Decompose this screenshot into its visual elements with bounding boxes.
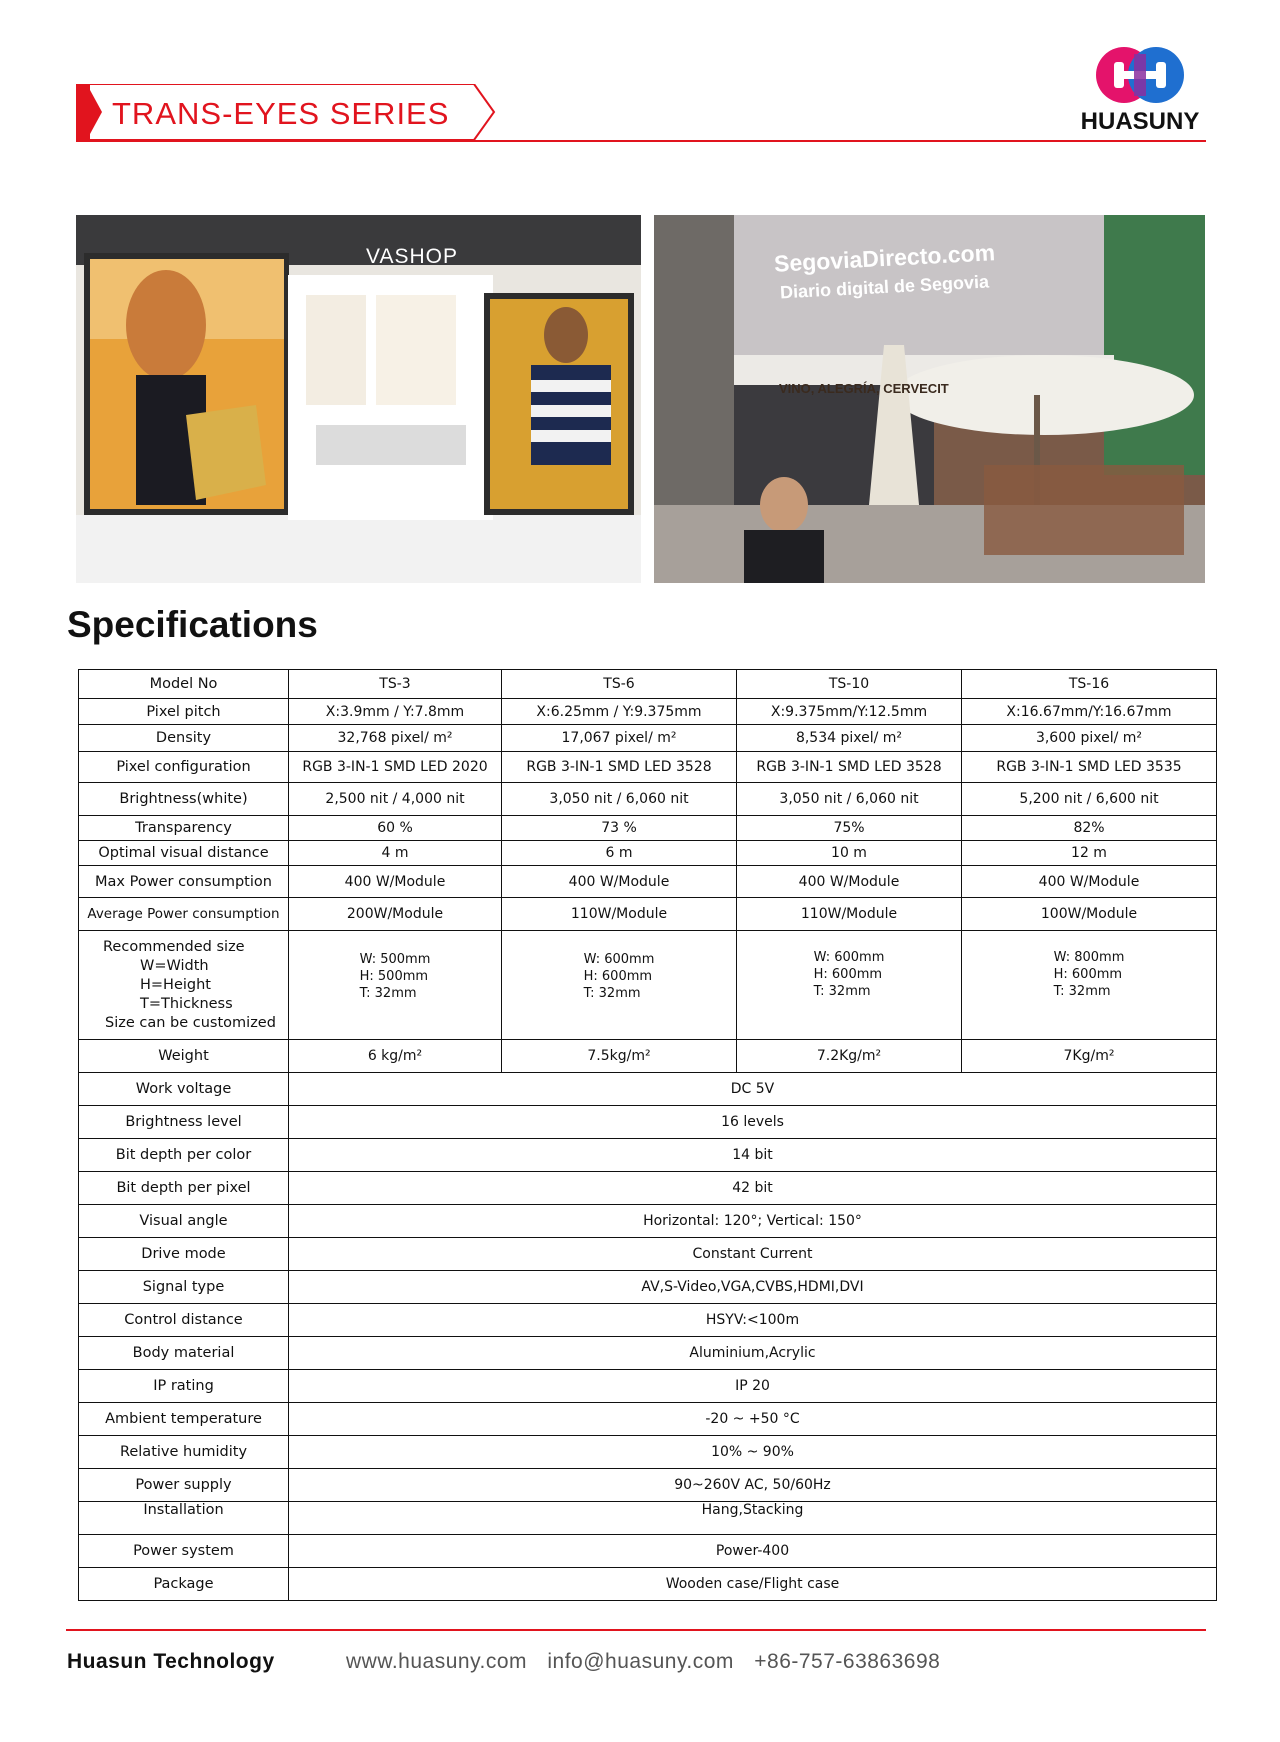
cell-value: 75%	[737, 816, 962, 841]
cell-value: 17,067 pixel/ m²	[502, 725, 737, 752]
table-row	[79, 1370, 1217, 1403]
cell-value: DC 5V	[289, 1073, 1217, 1106]
table-row-weight	[79, 1040, 1217, 1073]
table-row	[79, 1535, 1217, 1568]
phone-number: +86-757-63863698	[754, 1650, 941, 1673]
specifications-title: Specifications	[67, 604, 318, 645]
cell-value: TS-16	[962, 670, 1217, 699]
series-banner	[76, 84, 496, 142]
shop-sign: VASHOP	[366, 245, 458, 268]
cell-value: 3,050 nit / 6,060 nit	[737, 783, 962, 816]
label-line: Recommended size	[103, 938, 245, 955]
cell-value: 400 W/Module	[289, 866, 502, 898]
cell-value: RGB 3-IN-1 SMD LED 3535	[962, 752, 1217, 783]
cell-value: 2,500 nit / 4,000 nit	[289, 783, 502, 816]
row-label: Control distance	[79, 1304, 289, 1337]
row-label: Package	[79, 1568, 289, 1601]
cell-value: 16 levels	[289, 1106, 1217, 1139]
table-row	[79, 816, 1217, 841]
cell-value: 4 m	[289, 841, 502, 866]
row-label: Brightness(white)	[79, 783, 289, 816]
table-row	[79, 898, 1217, 931]
cell-value: 6 m	[502, 841, 737, 866]
cell-value: 7.2Kg/m²	[737, 1040, 962, 1073]
cell-value: TS-10	[737, 670, 962, 699]
label-line: T=Thickness	[140, 995, 233, 1012]
cell-value: 110W/Module	[737, 898, 962, 931]
size-height: H: 600mm	[1053, 967, 1123, 982]
table-row	[79, 783, 1217, 816]
table-row	[79, 1271, 1217, 1304]
cell-value: 200W/Module	[289, 898, 502, 931]
row-label-multiline	[79, 931, 289, 1040]
table-row	[79, 1568, 1217, 1601]
label-line: Size can be customized	[105, 1014, 276, 1031]
row-label: Signal type	[79, 1271, 289, 1304]
cell-value: X:3.9mm / Y:7.8mm	[289, 699, 502, 725]
table-row	[79, 1073, 1217, 1106]
header-divider	[76, 140, 1206, 142]
row-label: Relative humidity	[79, 1436, 289, 1469]
cell-value: Aluminium,Acrylic	[289, 1337, 1217, 1370]
cell-value: TS-6	[502, 670, 737, 699]
row-label: Ambient temperature	[79, 1403, 289, 1436]
cell-value: X:9.375mm/Y:12.5mm	[737, 699, 962, 725]
row-label: IP rating	[79, 1370, 289, 1403]
size-height: H: 500mm	[359, 969, 429, 984]
table-row	[79, 699, 1217, 725]
cell-value: 7Kg/m²	[962, 1040, 1217, 1073]
screen-text-line1: SegoviaDirecto.com	[773, 239, 996, 277]
logo-icon	[1092, 44, 1188, 106]
website-link[interactable]: www.huasuny.com	[346, 1650, 528, 1673]
cell-value: X:16.67mm/Y:16.67mm	[962, 699, 1217, 725]
cell-value: 82%	[962, 816, 1217, 841]
table-row	[79, 1469, 1217, 1502]
size-thickness: T: 32mm	[1053, 984, 1111, 999]
size-cell	[962, 931, 1217, 1040]
size-height: H: 600mm	[583, 969, 653, 984]
cell-value: -20 ~ +50 °C	[289, 1403, 1217, 1436]
row-label: Power supply	[79, 1469, 289, 1502]
table-row	[79, 1403, 1217, 1436]
screen-text-line2: Diario digital de Segovia	[779, 271, 990, 303]
cell-value: 42 bit	[289, 1172, 1217, 1205]
size-width: W: 600mm	[813, 950, 885, 965]
size-values	[1054, 949, 1125, 1000]
cell-value: 32,768 pixel/ m²	[289, 725, 502, 752]
cell-value: 400 W/Module	[737, 866, 962, 898]
series-title: TRANS-EYES SERIES	[112, 96, 450, 131]
cell-value: IP 20	[289, 1370, 1217, 1403]
table-row	[79, 1205, 1217, 1238]
specifications-table	[78, 669, 1217, 1601]
row-label: Weight	[79, 1040, 289, 1073]
table-row	[79, 1139, 1217, 1172]
table-row-recommended-size	[79, 931, 1217, 1040]
row-label: Optimal visual distance	[79, 841, 289, 866]
huasuny-logo	[1070, 44, 1210, 138]
cell-value: 6 kg/m²	[289, 1040, 502, 1073]
row-label: Installation	[79, 1502, 289, 1535]
table-row	[79, 1304, 1217, 1337]
cell-value: RGB 3-IN-1 SMD LED 3528	[737, 752, 962, 783]
table-row	[79, 1436, 1217, 1469]
cell-value: 10% ~ 90%	[289, 1436, 1217, 1469]
row-label: Brightness level	[79, 1106, 289, 1139]
cell-value: Power-400	[289, 1535, 1217, 1568]
size-height: H: 600mm	[813, 967, 883, 982]
size-cell	[502, 931, 737, 1040]
cell-value: 100W/Module	[962, 898, 1217, 931]
row-label: Average Power consumption	[79, 898, 289, 931]
cell-value: 8,534 pixel/ m²	[737, 725, 962, 752]
table-row	[79, 866, 1217, 898]
label-line: H=Height	[140, 976, 211, 993]
table-row	[79, 1337, 1217, 1370]
table-row	[79, 1172, 1217, 1205]
table-row	[79, 752, 1217, 783]
cell-value: 60 %	[289, 816, 502, 841]
row-label: Model No	[79, 670, 289, 699]
cell-value: RGB 3-IN-1 SMD LED 3528	[502, 752, 737, 783]
row-label: Bit depth per color	[79, 1139, 289, 1172]
table-row	[79, 841, 1217, 866]
cell-value: 90~260V AC, 50/60Hz	[289, 1469, 1217, 1502]
street-screen-photo	[654, 215, 1205, 583]
row-label: Max Power consumption	[79, 866, 289, 898]
footer-divider	[66, 1629, 1206, 1631]
cell-value: HSYV:<100m	[289, 1304, 1217, 1337]
cell-value: 10 m	[737, 841, 962, 866]
size-values	[360, 951, 431, 1002]
row-label: Bit depth per pixel	[79, 1172, 289, 1205]
cell-value: 14 bit	[289, 1139, 1217, 1172]
cell-value: X:6.25mm / Y:9.375mm	[502, 699, 737, 725]
footer-company: Huasun Technology	[67, 1650, 275, 1673]
row-label: Pixel pitch	[79, 699, 289, 725]
shop-front-photo	[76, 215, 641, 583]
table-row	[79, 670, 1217, 699]
cell-value: 400 W/Module	[962, 866, 1217, 898]
cell-value: 73 %	[502, 816, 737, 841]
size-cell	[289, 931, 502, 1040]
cell-value: Hang,Stacking	[289, 1502, 1217, 1535]
row-label: Density	[79, 725, 289, 752]
cell-value: 110W/Module	[502, 898, 737, 931]
row-label: Body material	[79, 1337, 289, 1370]
cell-value: Wooden case/Flight case	[289, 1568, 1217, 1601]
row-label: Visual angle	[79, 1205, 289, 1238]
size-width: W: 500mm	[359, 952, 431, 967]
size-width: W: 600mm	[583, 952, 655, 967]
row-label: Power system	[79, 1535, 289, 1568]
table-row	[79, 725, 1217, 752]
logo-wordmark: HUASUNY	[1080, 108, 1200, 135]
size-width: W: 800mm	[1053, 950, 1125, 965]
cell-value: TS-3	[289, 670, 502, 699]
row-label: Pixel configuration	[79, 752, 289, 783]
size-values	[814, 949, 885, 1000]
cell-value: Horizontal: 120°; Vertical: 150°	[289, 1205, 1217, 1238]
table-row	[79, 1502, 1217, 1535]
row-label: Work voltage	[79, 1073, 289, 1106]
cell-value: 3,050 nit / 6,060 nit	[502, 783, 737, 816]
row-label: Drive mode	[79, 1238, 289, 1271]
footer-contacts	[346, 1650, 954, 1674]
size-cell	[737, 931, 962, 1040]
size-thickness: T: 32mm	[813, 984, 871, 999]
cell-value: Constant Current	[289, 1238, 1217, 1271]
table-row	[79, 1238, 1217, 1271]
cell-value: 400 W/Module	[502, 866, 737, 898]
email-link[interactable]: info@huasuny.com	[547, 1650, 734, 1673]
table-row	[79, 1106, 1217, 1139]
size-thickness: T: 32mm	[583, 986, 641, 1001]
cell-value: 3,600 pixel/ m²	[962, 725, 1217, 752]
awning-text: VINO, ALEGRÍA, CERVECIT	[779, 381, 949, 396]
label-line: W=Width	[140, 957, 209, 974]
size-values	[584, 951, 655, 1002]
size-thickness: T: 32mm	[359, 986, 417, 1001]
cell-value: 12 m	[962, 841, 1217, 866]
row-label: Transparency	[79, 816, 289, 841]
cell-value: 5,200 nit / 6,600 nit	[962, 783, 1217, 816]
cell-value: 7.5kg/m²	[502, 1040, 737, 1073]
cell-value: RGB 3-IN-1 SMD LED 2020	[289, 752, 502, 783]
cell-value: AV,S-Video,VGA,CVBS,HDMI,DVI	[289, 1271, 1217, 1304]
